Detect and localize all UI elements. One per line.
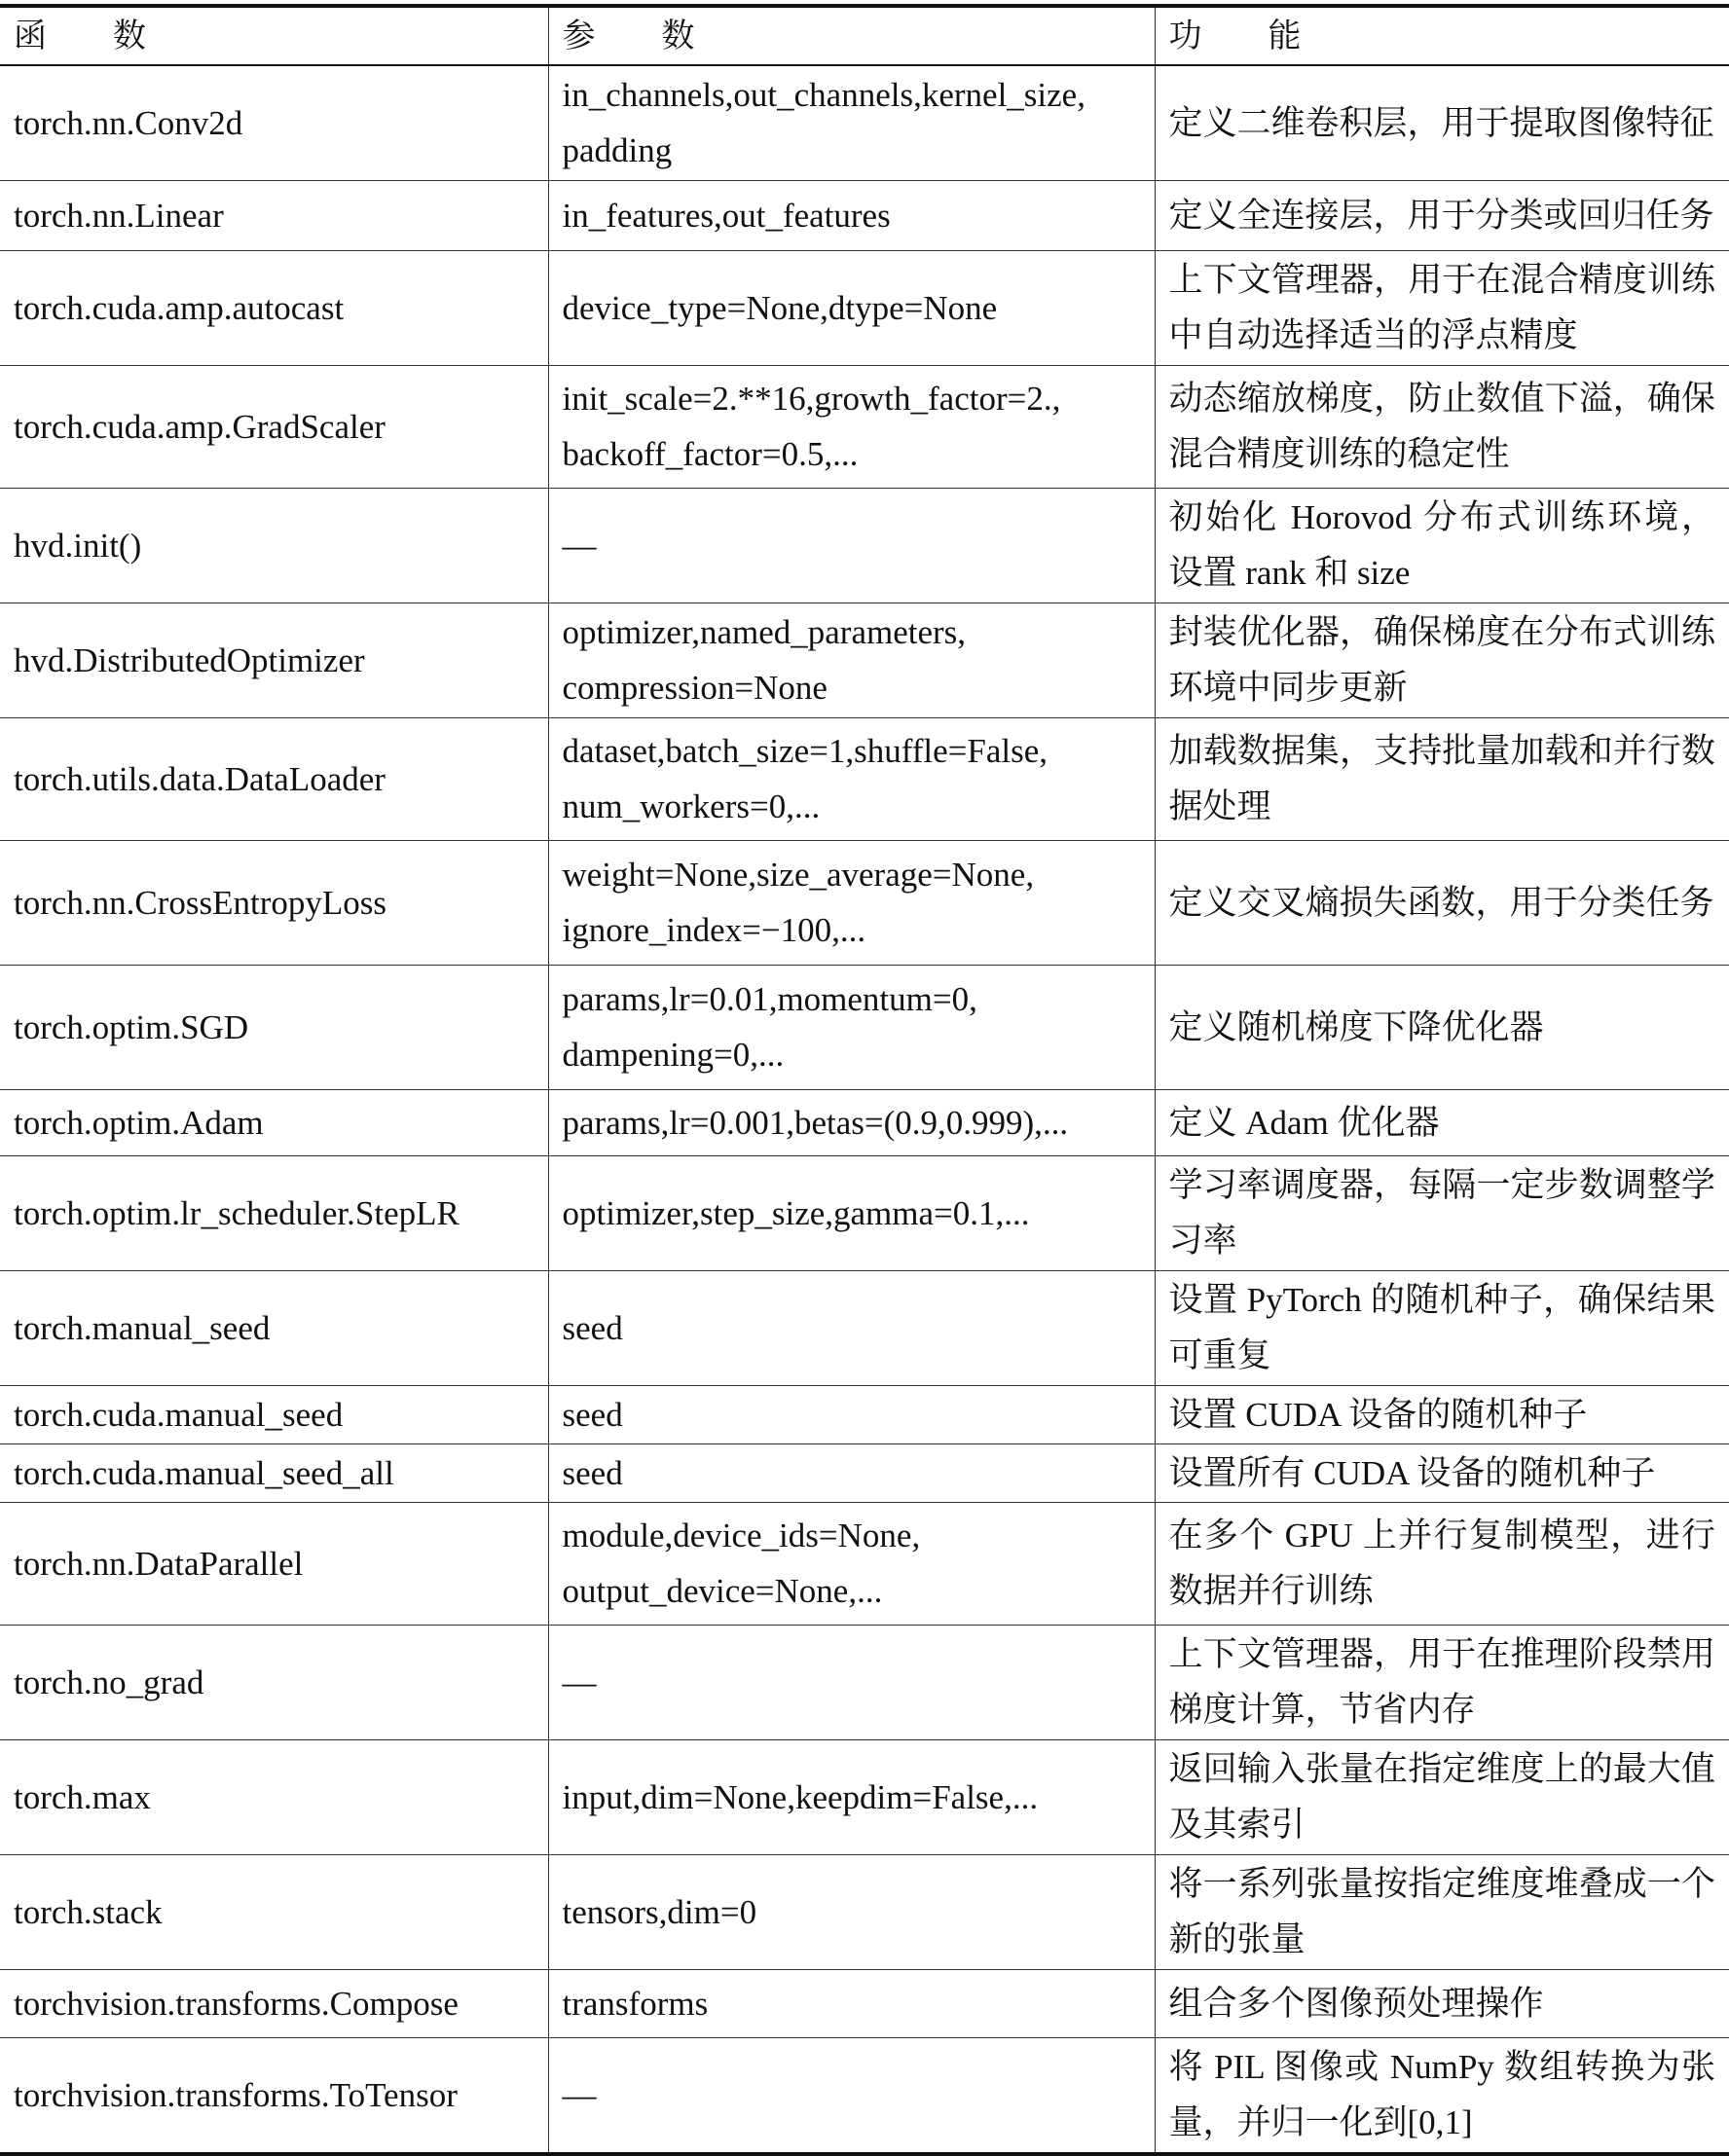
function-cell: torch.optim.Adam bbox=[0, 1089, 548, 1155]
table-row bbox=[0, 1270, 1729, 1385]
parameters-cell: seed bbox=[548, 1385, 1155, 1443]
description-cell: 定义二维卷积层，用于提取图像特征 bbox=[1155, 65, 1729, 180]
table-row bbox=[0, 965, 1729, 1089]
parameters-cell: dataset,batch_size=1,shuffle=False, num_workers=0,... bbox=[548, 717, 1155, 840]
parameters-cell: — bbox=[548, 1625, 1155, 1739]
table-row bbox=[0, 1155, 1729, 1270]
table-row bbox=[0, 1739, 1729, 1854]
parameters-cell: module,device_ids=None, output_device=None,... bbox=[548, 1502, 1155, 1625]
table-row bbox=[0, 488, 1729, 603]
header-description bbox=[1155, 6, 1729, 65]
table-row bbox=[0, 840, 1729, 965]
description-cell: 动态缩放梯度，防止数值下溢，确保混合精度训练的稳定性 bbox=[1155, 365, 1729, 488]
parameters-cell: input,dim=None,keepdim=False,... bbox=[548, 1739, 1155, 1854]
description-cell: 加载数据集，支持批量加载和并行数据处理 bbox=[1155, 717, 1729, 840]
table-row bbox=[0, 365, 1729, 488]
table-row bbox=[0, 1969, 1729, 2037]
description-cell: 定义全连接层，用于分类或回归任务 bbox=[1155, 180, 1729, 250]
parameters-cell: optimizer,named_parameters, compression=None bbox=[548, 603, 1155, 717]
function-cell: torch.manual_seed bbox=[0, 1270, 548, 1385]
description-cell: 定义随机梯度下降优化器 bbox=[1155, 965, 1729, 1089]
parameters-cell: — bbox=[548, 488, 1155, 603]
description-cell: 定义交叉熵损失函数，用于分类任务 bbox=[1155, 840, 1729, 965]
function-cell: torch.cuda.amp.autocast bbox=[0, 250, 548, 365]
parameters-cell: params,lr=0.001,betas=(0.9,0.999),... bbox=[548, 1089, 1155, 1155]
table-row bbox=[0, 1854, 1729, 1969]
header-function bbox=[0, 6, 548, 65]
function-cell: torch.nn.Conv2d bbox=[0, 65, 548, 180]
table-row bbox=[0, 250, 1729, 365]
function-cell: torch.optim.SGD bbox=[0, 965, 548, 1089]
parameters-cell: — bbox=[548, 2037, 1155, 2154]
function-cell: torchvision.transforms.Compose bbox=[0, 1969, 548, 2037]
description-cell: 在多个 GPU 上并行复制模型，进行数据并行训练 bbox=[1155, 1502, 1729, 1625]
parameters-cell: transforms bbox=[548, 1969, 1155, 2037]
function-reference-table-container bbox=[0, 4, 1729, 2156]
table-row bbox=[0, 1089, 1729, 1155]
function-cell: torch.nn.DataParallel bbox=[0, 1502, 548, 1625]
function-cell: torch.stack bbox=[0, 1854, 548, 1969]
table-row bbox=[0, 603, 1729, 717]
description-cell: 定义 Adam 优化器 bbox=[1155, 1089, 1729, 1155]
parameters-cell: tensors,dim=0 bbox=[548, 1854, 1155, 1969]
header-function-label: 函 数 bbox=[14, 17, 146, 55]
description-cell: 封装优化器，确保梯度在分布式训练环境中同步更新 bbox=[1155, 603, 1729, 717]
table-body bbox=[0, 65, 1729, 2154]
header-row bbox=[0, 6, 1729, 65]
description-cell: 设置所有 CUDA 设备的随机种子 bbox=[1155, 1443, 1729, 1502]
function-cell: torch.cuda.amp.GradScaler bbox=[0, 365, 548, 488]
description-cell: 组合多个图像预处理操作 bbox=[1155, 1969, 1729, 2037]
function-cell: torch.nn.Linear bbox=[0, 180, 548, 250]
parameters-cell: weight=None,size_average=None, ignore_index=−100,... bbox=[548, 840, 1155, 965]
function-cell: torch.cuda.manual_seed bbox=[0, 1385, 548, 1443]
header-parameters-label: 参 数 bbox=[562, 17, 695, 55]
table-row bbox=[0, 2037, 1729, 2154]
parameters-cell: init_scale=2.**16,growth_factor=2., backoff_factor=0.5,... bbox=[548, 365, 1155, 488]
parameters-cell: seed bbox=[548, 1443, 1155, 1502]
parameters-cell: device_type=None,dtype=None bbox=[548, 250, 1155, 365]
function-cell: hvd.DistributedOptimizer bbox=[0, 603, 548, 717]
parameters-cell: seed bbox=[548, 1270, 1155, 1385]
table-row bbox=[0, 65, 1729, 180]
table-header bbox=[0, 6, 1729, 65]
table-row bbox=[0, 1385, 1729, 1443]
function-cell: torchvision.transforms.ToTensor bbox=[0, 2037, 548, 2154]
function-cell: torch.max bbox=[0, 1739, 548, 1854]
function-cell: torch.nn.CrossEntropyLoss bbox=[0, 840, 548, 965]
function-cell: torch.utils.data.DataLoader bbox=[0, 717, 548, 840]
description-cell: 设置 CUDA 设备的随机种子 bbox=[1155, 1385, 1729, 1443]
header-parameters bbox=[548, 6, 1155, 65]
table-row bbox=[0, 1443, 1729, 1502]
parameters-cell: in_channels,out_channels,kernel_size, padding bbox=[548, 65, 1155, 180]
description-cell: 学习率调度器，每隔一定步数调整学习率 bbox=[1155, 1155, 1729, 1270]
header-description-label: 功 能 bbox=[1168, 17, 1302, 55]
function-cell: torch.optim.lr_scheduler.StepLR bbox=[0, 1155, 548, 1270]
function-reference-table bbox=[0, 4, 1729, 2156]
table-row bbox=[0, 180, 1729, 250]
parameters-cell: params,lr=0.01,momentum=0, dampening=0,... bbox=[548, 965, 1155, 1089]
parameters-cell: in_features,out_features bbox=[548, 180, 1155, 250]
table-row bbox=[0, 1502, 1729, 1625]
function-cell: hvd.init() bbox=[0, 488, 548, 603]
table-row bbox=[0, 1625, 1729, 1739]
description-cell: 初始化 Horovod 分布式训练环境，设置 rank 和 size bbox=[1155, 488, 1729, 603]
description-cell: 上下文管理器，用于在混合精度训练中自动选择适当的浮点精度 bbox=[1155, 250, 1729, 365]
description-cell: 将一系列张量按指定维度堆叠成一个新的张量 bbox=[1155, 1854, 1729, 1969]
function-cell: torch.cuda.manual_seed_all bbox=[0, 1443, 548, 1502]
parameters-cell: optimizer,step_size,gamma=0.1,... bbox=[548, 1155, 1155, 1270]
description-cell: 上下文管理器，用于在推理阶段禁用梯度计算，节省内存 bbox=[1155, 1625, 1729, 1739]
table-row bbox=[0, 717, 1729, 840]
function-cell: torch.no_grad bbox=[0, 1625, 548, 1739]
description-cell: 将 PIL 图像或 NumPy 数组转换为张量，并归一化到[0,1] bbox=[1155, 2037, 1729, 2154]
description-cell: 设置 PyTorch 的随机种子，确保结果可重复 bbox=[1155, 1270, 1729, 1385]
description-cell: 返回输入张量在指定维度上的最大值及其索引 bbox=[1155, 1739, 1729, 1854]
